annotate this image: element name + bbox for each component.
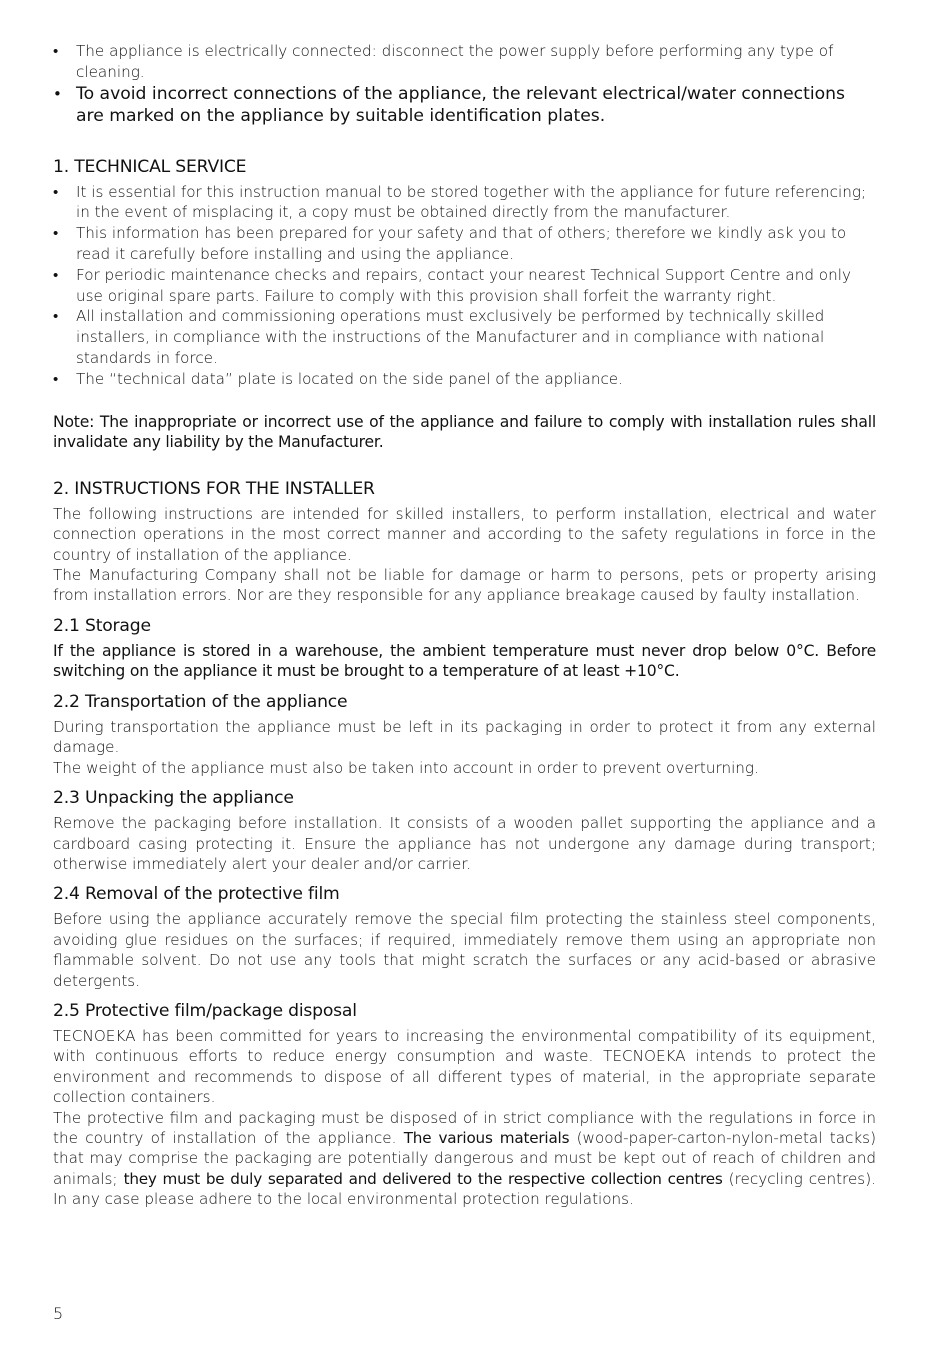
subsection-title-disposal: 2.5 Protective film/package disposal bbox=[53, 1001, 357, 1022]
list-item: • The “technical data” plate is located on the side panel of the appliance. bbox=[53, 369, 876, 390]
manual-page bbox=[53, 41, 876, 1210]
technical-service-bullet-list bbox=[53, 182, 876, 390]
disposal-emphasis: they must be duly separated and delivered to the respective collection centres bbox=[123, 1169, 723, 1188]
disposal-text: (recycling centres). In any case please adhere to the local environmental protection regulations. bbox=[53, 1169, 876, 1209]
page-number: 5 bbox=[53, 1304, 64, 1323]
list-item: • For periodic maintenance checks and repairs, contact your nearest Technical Support Centre and only use original spare parts. Failure to comply with this provision shall forfeit the warranty right. bbox=[53, 265, 876, 307]
protective-film-paragraph: Before using the appliance accurately remove the special film protecting the stainless steel components, avoiding glue residues on the surfaces; if required, immediately remove them using an appropriate non flammable solvent. Do not use any tools that might scratch the surfaces or any acid-based or abrasive detergents. bbox=[53, 910, 876, 990]
subsection-title-storage: 2.1 Storage bbox=[53, 615, 151, 636]
transportation-paragraph: During transportation the appliance must be left in its packaging in order to protect it from any external damage. bbox=[53, 717, 876, 757]
storage-text: If the appliance is stored in a warehouse, the ambient temperature must never drop below 0°C. Before switching on the appliance it must be brought to a temperature of at least +10°C. bbox=[53, 641, 876, 681]
transportation-paragraph: The weight of the appliance must also be taken into account in order to prevent overturning. bbox=[53, 758, 759, 777]
disposal-paragraph bbox=[53, 1108, 876, 1210]
list-item: • It is essential for this instruction manual to be stored together with the appliance for future referencing; in the event of misplacing it, a copy must be obtained directly from the manufacturer. bbox=[53, 182, 876, 224]
section-title-installer: 2. INSTRUCTIONS FOR THE INSTALLER bbox=[53, 478, 375, 499]
subsection-title-unpacking: 2.3 Unpacking the appliance bbox=[53, 788, 294, 809]
disposal-text: The protective film and packaging must be disposed of in strict compliance with the regulations in force in the country of installation of the appliance. bbox=[53, 1108, 876, 1148]
intro-bullet-list bbox=[53, 41, 876, 127]
list-item: • To avoid incorrect connections of the appliance, the relevant electrical/water connections are marked on the appliance by suitable identification plates. bbox=[53, 83, 876, 127]
installer-paragraph: The Manufacturing Company shall not be liable for damage or harm to persons, pets or property arising from installation errors. Nor are they responsible for any appliance breakage caused by faulty installation. bbox=[53, 565, 876, 605]
list-item: • The appliance is electrically connected: disconnect the power supply before performing any type of cleaning. bbox=[53, 41, 876, 83]
list-item: • All installation and commissioning operations must exclusively be performed by technically skilled installers, in compliance with the instructions of the Manufacturer and in compliance with national standards in force. bbox=[53, 306, 876, 368]
installer-paragraph: The following instructions are intended for skilled installers, to perform installation, electrical and water connection operations in the most correct manner and according to the safety regulations in force in the country of installation of the appliance. bbox=[53, 504, 876, 564]
unpacking-paragraph: Remove the packaging before installation. It consists of a wooden pallet supporting the appliance and a cardboard casing protecting it. Ensure the appliance has not undergone any damage during transport; otherwise immediately alert your dealer and/or carrier. bbox=[53, 814, 876, 873]
subsection-title-transportation: 2.2 Transportation of the appliance bbox=[53, 691, 348, 712]
list-item: • This information has been prepared for your safety and that of others; therefore we kindly ask you to read it carefully before installing and using the appliance. bbox=[53, 223, 876, 265]
disposal-text: (wood-paper-carton-nylon-metal tacks) that may comprise the packaging are potentially dangerous and must be kept out of reach of children and animals; bbox=[53, 1129, 877, 1188]
subsection-title-protective-film: 2.4 Removal of the protective film bbox=[53, 884, 340, 905]
disposal-emphasis: The various materials bbox=[403, 1129, 570, 1148]
section-title-technical-service: 1. TECHNICAL SERVICE bbox=[53, 156, 247, 177]
disposal-paragraph: TECNOEKA has been committed for years to increasing the environmental compatibility of its equipment, with continuous efforts to reduce energy consumption and waste. TECNOEKA intends to protect the environment and recommends to dispose of all different types of material, in the appropriate separate collection containers. bbox=[53, 1027, 876, 1107]
liability-note: Note: The inappropriate or incorrect use of the appliance and failure to comply with installation rules shall invalidate any liability by the Manufacturer. bbox=[53, 412, 876, 452]
